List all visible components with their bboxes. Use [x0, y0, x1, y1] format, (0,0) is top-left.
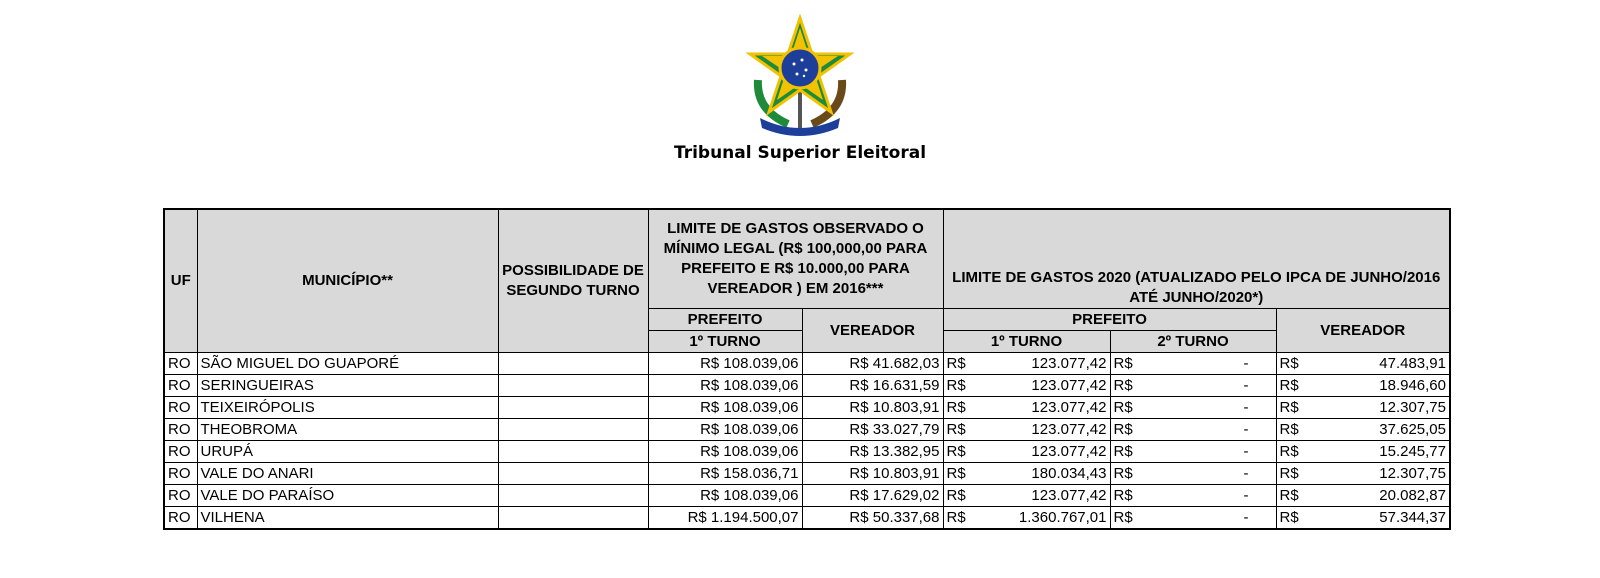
- cell-prefeito-2turno-2020: [1110, 375, 1276, 397]
- cell-vereador-2020: [1276, 419, 1450, 441]
- col-header-municipio: MUNICÍPIO**: [197, 209, 498, 353]
- table-row: [164, 419, 1450, 441]
- table-body: [164, 353, 1450, 530]
- cell-prefeito-2016: R$ 108.039,06: [648, 485, 802, 507]
- currency-symbol: R$: [946, 487, 966, 504]
- currency-symbol: R$: [1113, 443, 1133, 460]
- cell-uf: RO: [164, 353, 197, 375]
- cell-municipio: VALE DO PARAÍSO: [197, 485, 498, 507]
- cell-prefeito-1turno-2020: [943, 397, 1110, 419]
- currency-symbol: R$: [1113, 465, 1133, 482]
- cell-prefeito-2016: R$ 108.039,06: [648, 375, 802, 397]
- cell-segundo-turno: [498, 441, 648, 463]
- subheader-2turno-2020: 2º TURNO: [1110, 331, 1276, 353]
- amount-value: 123.077,42: [1031, 399, 1107, 416]
- amount-value: 123.077,42: [1031, 377, 1107, 394]
- amount-value: 123.077,42: [1031, 355, 1107, 372]
- table-row: [164, 353, 1450, 375]
- amount-value: -: [1243, 399, 1249, 416]
- cell-municipio: VALE DO ANARI: [197, 463, 498, 485]
- cell-prefeito-2turno-2020: [1110, 485, 1276, 507]
- currency-symbol: R$: [1113, 355, 1133, 372]
- currency-symbol: R$: [1279, 355, 1299, 372]
- cell-segundo-turno: [498, 375, 648, 397]
- amount-value: 123.077,42: [1031, 487, 1107, 504]
- amount-value: -: [1243, 377, 1249, 394]
- cell-municipio: VILHENA: [197, 507, 498, 530]
- table-row: [164, 397, 1450, 419]
- currency-symbol: R$: [1279, 399, 1299, 416]
- cell-vereador-2020: [1276, 463, 1450, 485]
- cell-segundo-turno: [498, 507, 648, 530]
- cell-prefeito-2turno-2020: [1110, 419, 1276, 441]
- col-header-limite-2020: LIMITE DE GASTOS 2020 (ATUALIZADO PELO IPCA DE JUNHO/2016 ATÉ JUNHO/2020*): [943, 209, 1450, 309]
- cell-vereador-2016: R$ 17.629,02: [802, 485, 943, 507]
- cell-prefeito-2016: R$ 108.039,06: [648, 353, 802, 375]
- table-row: [164, 485, 1450, 507]
- currency-symbol: R$: [946, 443, 966, 460]
- amount-value: 47.483,91: [1379, 355, 1446, 372]
- amount-value: 15.245,77: [1379, 443, 1446, 460]
- cell-vereador-2020: [1276, 353, 1450, 375]
- cell-prefeito-2016: R$ 108.039,06: [648, 397, 802, 419]
- cell-uf: RO: [164, 485, 197, 507]
- currency-symbol: R$: [1279, 377, 1299, 394]
- org-title: Tribunal Superior Eleitoral: [673, 143, 927, 163]
- amount-value: 20.082,87: [1379, 487, 1446, 504]
- cell-prefeito-1turno-2020: [943, 375, 1110, 397]
- amount-value: 180.034,43: [1031, 465, 1107, 482]
- currency-symbol: R$: [1113, 377, 1133, 394]
- cell-uf: RO: [164, 375, 197, 397]
- amount-value: 123.077,42: [1031, 443, 1107, 460]
- table-row: [164, 375, 1450, 397]
- cell-vereador-2020: [1276, 441, 1450, 463]
- cell-vereador-2020: [1276, 485, 1450, 507]
- currency-symbol: R$: [946, 355, 966, 372]
- col-header-uf: UF: [164, 209, 197, 353]
- col-header-limite-2016: LIMITE DE GASTOS OBSERVADO O MÍNIMO LEGAL (R$ 100,000,00 PARA PREFEITO E R$ 10.000,00 PARA VEREADOR ) EM 2016***: [648, 209, 943, 309]
- currency-symbol: R$: [946, 377, 966, 394]
- subheader-prefeito-2020: PREFEITO: [943, 309, 1276, 331]
- currency-symbol: R$: [1279, 443, 1299, 460]
- cell-prefeito-1turno-2020: [943, 507, 1110, 530]
- cell-uf: RO: [164, 397, 197, 419]
- cell-prefeito-2016: R$ 158.036,71: [648, 463, 802, 485]
- spending-limits-table: [163, 208, 1451, 530]
- table-row: [164, 441, 1450, 463]
- cell-vereador-2016: R$ 10.803,91: [802, 463, 943, 485]
- cell-segundo-turno: [498, 353, 648, 375]
- cell-municipio: SERINGUEIRAS: [197, 375, 498, 397]
- cell-prefeito-2016: R$ 1.194.500,07: [648, 507, 802, 530]
- subheader-1turno-2016: 1º TURNO: [648, 331, 802, 353]
- amount-value: 12.307,75: [1379, 399, 1446, 416]
- currency-symbol: R$: [1113, 399, 1133, 416]
- cell-uf: RO: [164, 419, 197, 441]
- subheader-1turno-2020: 1º TURNO: [943, 331, 1110, 353]
- currency-symbol: R$: [1113, 421, 1133, 438]
- table-row: [164, 507, 1450, 530]
- cell-prefeito-1turno-2020: [943, 463, 1110, 485]
- cell-vereador-2016: R$ 10.803,91: [802, 397, 943, 419]
- subheader-vereador-2020: VEREADOR: [1276, 309, 1450, 353]
- cell-segundo-turno: [498, 397, 648, 419]
- cell-prefeito-1turno-2020: [943, 419, 1110, 441]
- currency-symbol: R$: [946, 509, 966, 526]
- col-header-segundo-turno: POSSIBILIDADE DE SEGUNDO TURNO: [498, 209, 648, 353]
- cell-vereador-2020: [1276, 397, 1450, 419]
- amount-value: 123.077,42: [1031, 421, 1107, 438]
- cell-prefeito-2turno-2020: [1110, 353, 1276, 375]
- cell-municipio: URUPÁ: [197, 441, 498, 463]
- cell-prefeito-2turno-2020: [1110, 463, 1276, 485]
- cell-vereador-2020: [1276, 507, 1450, 530]
- amount-value: -: [1243, 465, 1249, 482]
- amount-value: 18.946,60: [1379, 377, 1446, 394]
- cell-prefeito-1turno-2020: [943, 441, 1110, 463]
- table-row: [164, 463, 1450, 485]
- currency-symbol: R$: [1279, 465, 1299, 482]
- currency-symbol: R$: [1113, 509, 1133, 526]
- cell-vereador-2016: R$ 41.682,03: [802, 353, 943, 375]
- amount-value: -: [1243, 509, 1249, 526]
- currency-symbol: R$: [1279, 421, 1299, 438]
- cell-prefeito-2turno-2020: [1110, 441, 1276, 463]
- cell-prefeito-1turno-2020: [943, 485, 1110, 507]
- cell-segundo-turno: [498, 463, 648, 485]
- cell-prefeito-2016: R$ 108.039,06: [648, 441, 802, 463]
- cell-uf: RO: [164, 441, 197, 463]
- amount-value: -: [1243, 443, 1249, 460]
- cell-segundo-turno: [498, 485, 648, 507]
- cell-prefeito-2turno-2020: [1110, 507, 1276, 530]
- amount-value: -: [1243, 421, 1249, 438]
- cell-vereador-2016: R$ 33.027,79: [802, 419, 943, 441]
- subheader-prefeito-2016: PREFEITO: [648, 309, 802, 331]
- cell-segundo-turno: [498, 419, 648, 441]
- currency-symbol: R$: [1279, 509, 1299, 526]
- amount-value: 57.344,37: [1379, 509, 1446, 526]
- cell-vereador-2016: R$ 13.382,95: [802, 441, 943, 463]
- cell-prefeito-2016: R$ 108.039,06: [648, 419, 802, 441]
- subheader-vereador-2016: VEREADOR: [802, 309, 943, 353]
- cell-uf: RO: [164, 507, 197, 530]
- amount-value: 1.360.767,01: [1018, 509, 1107, 526]
- cell-prefeito-1turno-2020: [943, 353, 1110, 375]
- cell-vereador-2016: R$ 50.337,68: [802, 507, 943, 530]
- cell-uf: RO: [164, 463, 197, 485]
- cell-vereador-2020: [1276, 375, 1450, 397]
- amount-value: -: [1243, 487, 1249, 504]
- currency-symbol: R$: [946, 421, 966, 438]
- amount-value: 37.625,05: [1379, 421, 1446, 438]
- cell-vereador-2016: R$ 16.631,59: [802, 375, 943, 397]
- cell-prefeito-2turno-2020: [1110, 397, 1276, 419]
- cell-municipio: SÃO MIGUEL DO GUAPORÉ: [197, 353, 498, 375]
- cell-municipio: TEIXEIRÓPOLIS: [197, 397, 498, 419]
- coat-of-arms-icon: [742, 14, 858, 136]
- amount-value: 12.307,75: [1379, 465, 1446, 482]
- amount-value: -: [1243, 355, 1249, 372]
- currency-symbol: R$: [1279, 487, 1299, 504]
- currency-symbol: R$: [1113, 487, 1133, 504]
- currency-symbol: R$: [946, 399, 966, 416]
- cell-municipio: THEOBROMA: [197, 419, 498, 441]
- currency-symbol: R$: [946, 465, 966, 482]
